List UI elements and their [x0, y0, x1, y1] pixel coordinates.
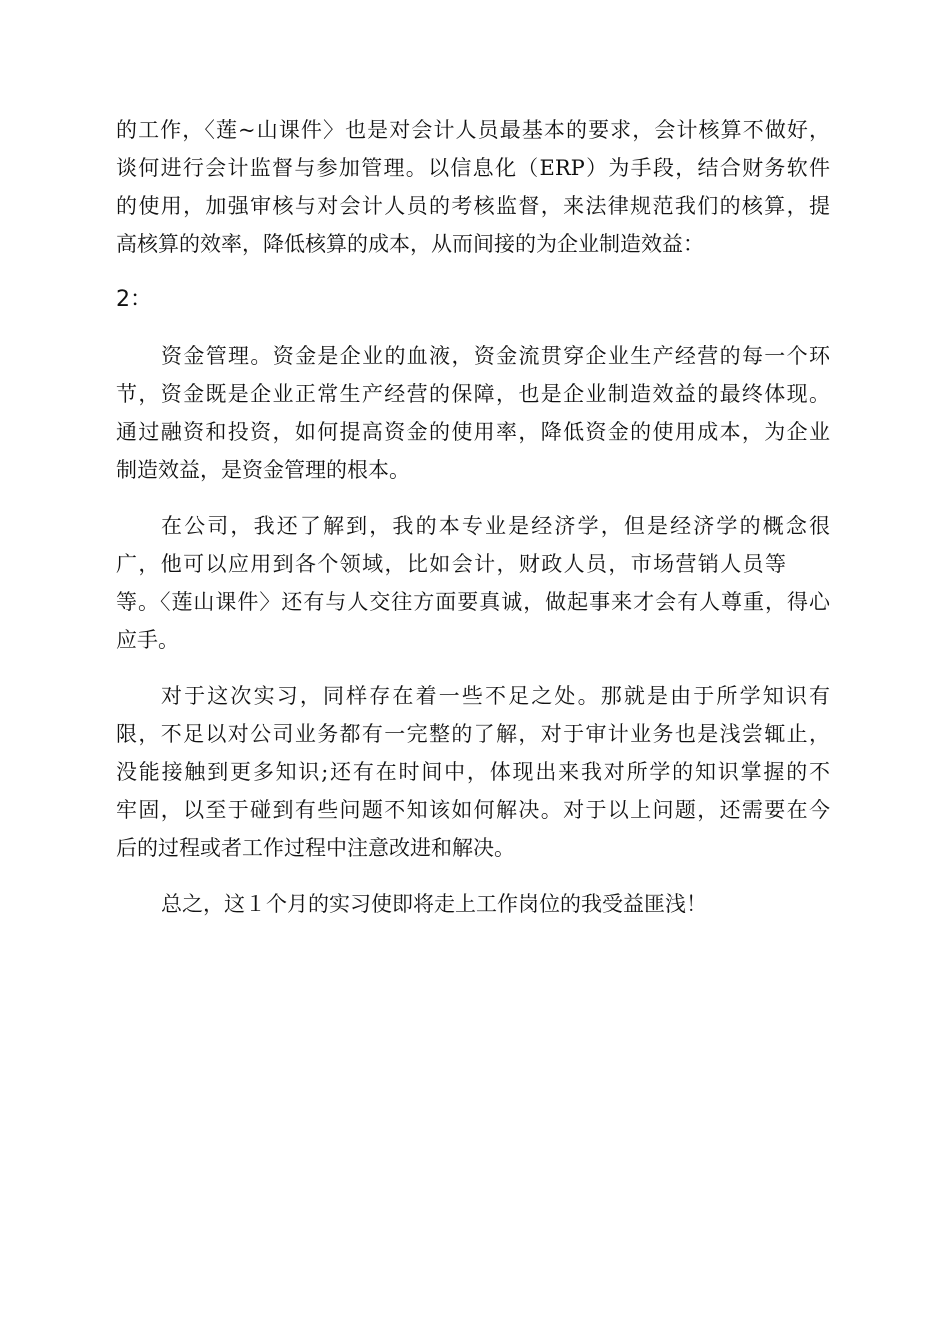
text-line: 在公司，我还了解到，我的本专业是经济学，但是经济学的概念很	[161, 514, 830, 538]
text-line: 的使用，加强审核与对会计人员的考核监督，来法律规范我们的核算，提	[116, 194, 830, 218]
closing-line: 总之，这１个月的实习使即将走上工作岗位的我受益匪浅！	[161, 892, 707, 916]
text-line: 广，他可以应用到各个领域，比如会计，财政人员，市场营销人员等	[116, 552, 786, 576]
text-line: 后的过程或者工作过程中注意改进和解决。	[116, 836, 515, 860]
text-line: 节，资金既是企业正常生产经营的保障，也是企业制造效益的最终体现。	[116, 382, 830, 406]
text-line: 应手。	[116, 628, 179, 652]
text-line: 对于这次实习，同样存在着一些不足之处。那就是由于所学知识有	[161, 684, 830, 708]
text-line: 谈何进行会计监督与参加管理。以信息化（ERP）为手段，结合财务软件	[116, 156, 830, 180]
text-line: 通过融资和投资，如何提高资金的使用率，降低资金的使用成本，为企业	[116, 420, 830, 444]
text-line: 资金管理。资金是企业的血液，资金流贯穿企业生产经营的每一个环	[161, 344, 830, 368]
text-line: 没能接触到更多知识;还有在时间中，体现出来我对所学的知识掌握的不	[116, 760, 830, 784]
text-line: 牢固，以至于碰到有些问题不知该如何解决。对于以上问题，还需要在今	[116, 798, 830, 822]
text-line: 限，不足以对公司业务都有一完整的了解，对于审计业务也是浅尝辄止，	[116, 722, 830, 746]
text-line: 等。〈莲山课件〉还有与人交往方面要真诚，做起事来才会有人尊重，得心	[116, 590, 830, 614]
text-line: 制造效益，是资金管理的根本。	[116, 458, 410, 482]
section-number: 2：	[116, 287, 152, 312]
text-line: 高核算的效率，降低核算的成本，从而间接的为企业制造效益：	[116, 232, 704, 256]
text-line: 的工作，〈莲~山课件〉也是对会计人员最基本的要求，会计核算不做好，	[116, 118, 830, 142]
